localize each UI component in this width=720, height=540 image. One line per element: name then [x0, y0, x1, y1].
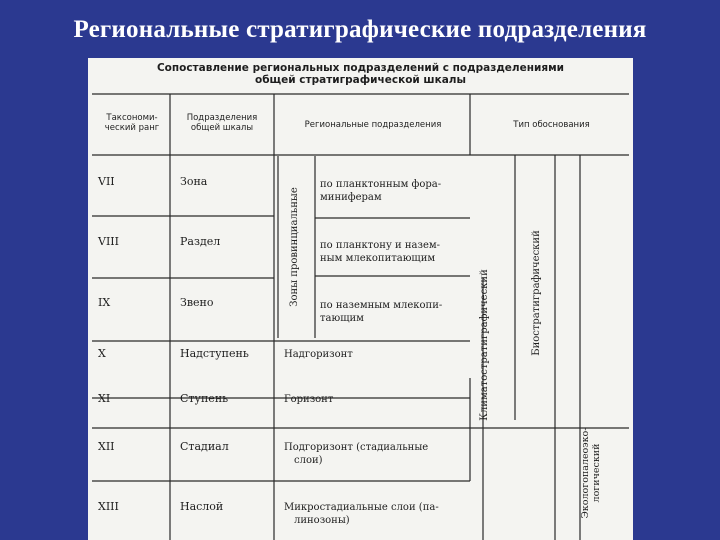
- regional-r9-line-2: тающим: [320, 313, 364, 324]
- header-general-units: Подразделения общей шкалы: [186, 113, 258, 133]
- regional-subhorizon-line-1: Подгоризонт (стадиальные: [284, 442, 429, 453]
- table-caption-line-2: общей стратиграфической шкалы: [255, 74, 466, 86]
- rank-xi: XI: [98, 392, 111, 405]
- rank-viii: VIII: [98, 235, 119, 248]
- rank-vii: VII: [98, 175, 115, 188]
- regional-horizon: Горизонт: [284, 394, 334, 405]
- provincial-zones-label: Зоны провинциальные: [289, 187, 300, 307]
- table-caption-line-1: Сопоставление региональных подразделений с подразделениями: [156, 62, 565, 74]
- ecological-paleoecological-label: Экологопалеоэко- логический: [580, 427, 602, 519]
- regional-microstadial-line-1: Микростадиальные слои (па-: [284, 502, 439, 513]
- unit-link: Звено: [180, 296, 214, 309]
- rank-x: X: [98, 347, 106, 360]
- unit-zone: Зона: [180, 175, 208, 188]
- unit-layer: Наслой: [180, 500, 224, 513]
- unit-superstage: Надступень: [180, 347, 249, 360]
- rank-xiii: XIII: [98, 500, 119, 513]
- header-rank: Таксономи- ческий ранг: [104, 113, 160, 133]
- climatostratigraphic-label: Климатостратиграфический: [479, 269, 490, 421]
- regional-r7-line-2: миниферам: [320, 192, 382, 203]
- regional-microstadial-line-2: линозоны): [294, 515, 350, 526]
- header-regional-units: Региональные подразделения: [304, 120, 442, 130]
- rank-xii: XII: [98, 440, 115, 453]
- scanned-table: [88, 58, 633, 540]
- regional-superhorizon: Надгоризонт: [284, 349, 353, 360]
- rank-ix: IX: [98, 296, 111, 309]
- header-justification: Тип обоснования: [513, 120, 590, 130]
- regional-r9-line-1: по наземным млекопи-: [320, 300, 443, 311]
- biostratigraphic-label: Биостратиграфический: [531, 230, 542, 356]
- regional-r8-line-1: по планктону и назем-: [320, 240, 441, 251]
- unit-section: Раздел: [180, 235, 221, 248]
- regional-subhorizon-line-2: слои): [294, 455, 323, 466]
- unit-stage: Ступень: [180, 392, 229, 405]
- unit-stadial: Стадиал: [180, 440, 229, 453]
- regional-r8-line-2: ным млекопитающим: [320, 253, 436, 264]
- slide-title: Региональные стратиграфические подразделения: [73, 16, 647, 43]
- regional-r7-line-1: по планктонным фора-: [320, 179, 442, 190]
